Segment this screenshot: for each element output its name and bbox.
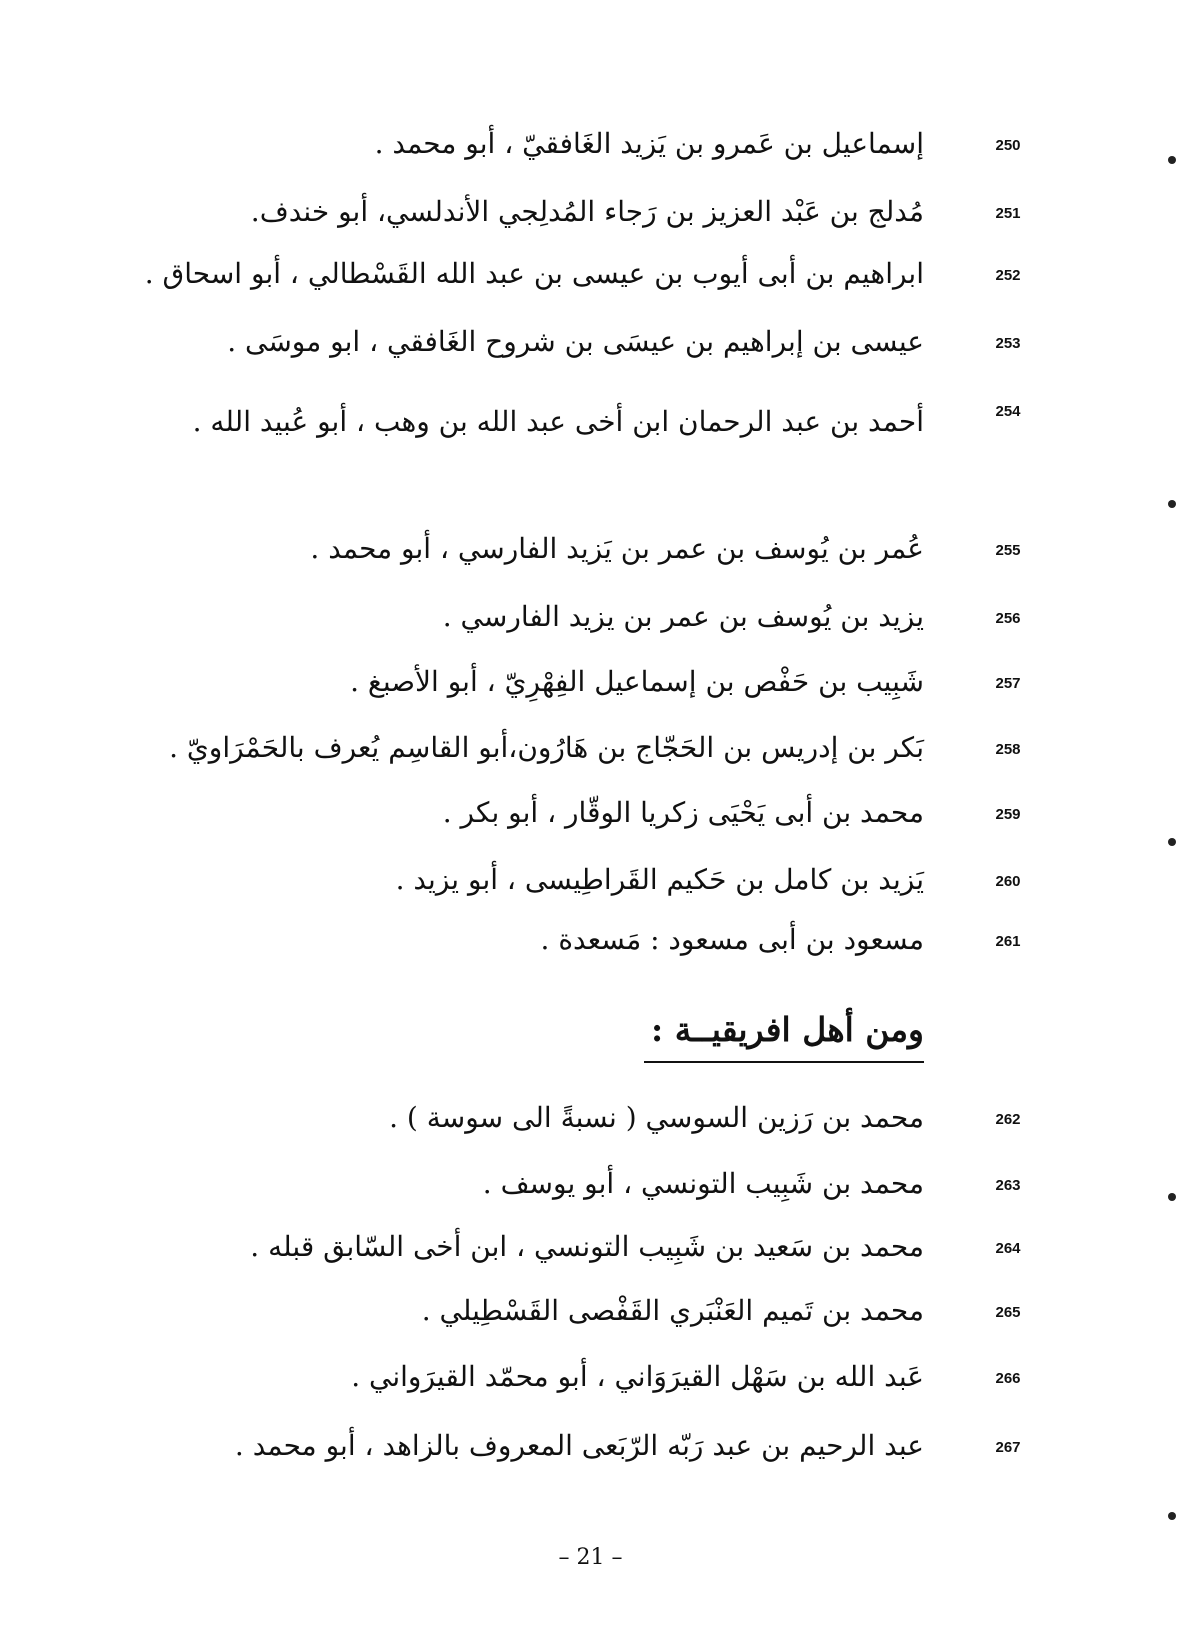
entry-text: يزيد بن يُوسف بن عمر بن يزيد الفارسي .: [442, 600, 924, 633]
entry-text: عبد الرحيم بن عبد رَبّه الرّبَعى المعروف بالزاهد ، أبو محمد .: [234, 1429, 924, 1462]
entry-text: محمد بن تَميم العَنْبَري القَفْصى القَسْطِيلي .: [421, 1294, 924, 1327]
entry-number: 261: [995, 933, 1021, 950]
entry-text: ابراهيم بن أبى أيوب بن عيسى بن عبد الله القَسْطالي ، أبو اسحاق .: [144, 257, 924, 290]
entry-267: [0, 1424, 1181, 1480]
entry-text: شَبِيب بن حَفْص بن إسماعيل الفِهْرِيّ ، أبو الأصبغ .: [350, 665, 924, 698]
entry-text: عَبد الله بن سَهْل القيرَوَاني ، أبو محمّد القيرَواني .: [351, 1360, 924, 1393]
entry-262: [0, 1096, 1181, 1152]
margin-mark: [1168, 838, 1176, 846]
entry-252: [0, 252, 1181, 308]
entry-261: [0, 918, 1181, 974]
entry-number: 252: [995, 267, 1021, 284]
entry-number: 265: [995, 1304, 1021, 1321]
entry-266: [0, 1355, 1181, 1411]
entry-number: 266: [995, 1370, 1021, 1387]
entry-text: عُمر بن يُوسف بن عمر بن يَزيد الفارسي ، أبو محمد .: [310, 532, 924, 565]
entry-text: محمد بن شَبِيب التونسي ، أبو يوسف .: [482, 1167, 924, 1200]
entry-text: عيسى بن إبراهيم بن عيسَى بن شروح الغَافقي ، ابو موسَى .: [227, 325, 924, 358]
entry-264: [0, 1225, 1181, 1281]
entry-number: 262: [995, 1111, 1021, 1128]
entry-text: بَكر بن إدريس بن الحَجّاج بن هَارُون،أبو القاسِم يُعرف بالحَمْرَاويّ .: [169, 731, 924, 764]
section-heading: ومن أهل افريقيــة :: [644, 1005, 924, 1063]
entry-257: [0, 660, 1181, 716]
entry-250: [0, 122, 1181, 178]
entry-number: 256: [995, 610, 1021, 627]
entry-253: [0, 320, 1181, 376]
entry-265: [0, 1289, 1181, 1345]
margin-mark: [1168, 500, 1176, 508]
entry-text: محمد بن رَزين السوسي ( نسبةً الى سوسة ) .: [389, 1101, 924, 1134]
entry-255: [0, 527, 1181, 583]
entry-254: [0, 388, 1181, 508]
margin-mark: [1168, 156, 1176, 164]
entry-259: [0, 791, 1181, 847]
entry-number: 253: [995, 335, 1021, 352]
entry-text: مُدلج بن عَبْد العزيز بن رَجاء المُدلِجي الأندلسي، أبو خندف.: [250, 195, 924, 228]
entry-number: 254: [995, 403, 1021, 420]
entry-text: محمد بن أبى يَحْيَى زكريا الوقّار ، أبو بكر .: [442, 796, 924, 829]
entry-256: [0, 595, 1181, 651]
entry-text: أحمد بن عبد الرحمان ابن أخى عبد الله بن وهب ، أبو عُبيد الله .: [192, 405, 924, 438]
entry-number: 263: [995, 1177, 1021, 1194]
entry-number: 259: [995, 806, 1021, 823]
entry-text: محمد بن سَعيد بن شَبِيب التونسي ، ابن أخى السّابق قبله .: [250, 1230, 924, 1263]
entry-number: 264: [995, 1240, 1021, 1257]
entry-263: [0, 1162, 1181, 1218]
entry-number: 267: [995, 1439, 1021, 1456]
entry-number: 250: [995, 137, 1021, 154]
entry-number: 257: [995, 675, 1021, 692]
entry-number: 258: [995, 741, 1021, 758]
entry-number: 255: [995, 542, 1021, 559]
entry-number: 260: [995, 873, 1021, 890]
entry-258: [0, 726, 1181, 782]
entry-number: 251: [995, 205, 1021, 222]
margin-mark: [1168, 1193, 1176, 1201]
entry-text: إسماعيل بن عَمرو بن يَزيد الغَافقيّ ، أبو محمد .: [374, 127, 924, 160]
margin-mark: [1168, 1512, 1176, 1520]
entry-text: مسعود بن أبى مسعود : مَسعدة .: [540, 923, 924, 956]
entry-251: [0, 190, 1181, 246]
page-number: – 21 –: [558, 1545, 623, 1570]
entry-text: يَزيد بن كامل بن حَكيم القَراطِيسى ، أبو يزيد .: [395, 863, 924, 896]
entry-260: [0, 858, 1181, 914]
